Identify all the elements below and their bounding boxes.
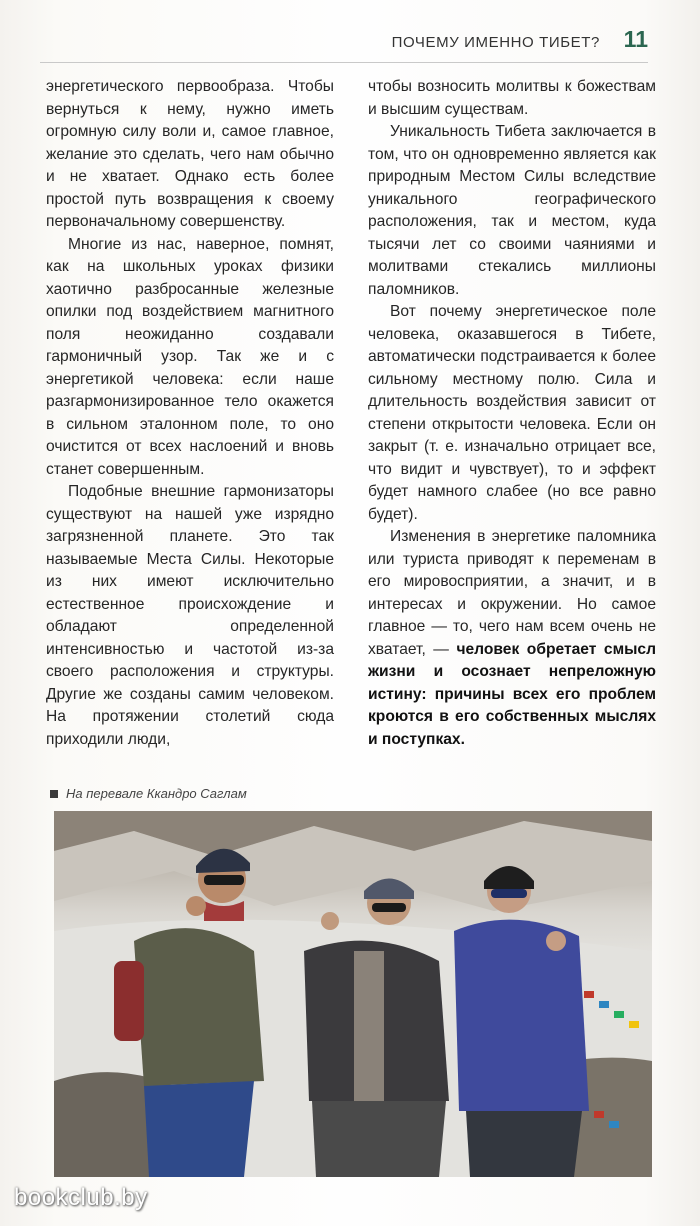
photo-illustration <box>54 811 652 1177</box>
paragraph-continuation: энергетического первообраза. Чтобы вернуться к нему, нужно иметь огромную силу воли и, самое главное, желание это сделать, чего нам обычно и не хватает. Однако есть более простой путь возвращения к своему первоначальному совершенству. <box>46 78 334 230</box>
paragraph: Уникальность Тибета заключается в том, что он одновременно является как природным Местом Силы вследствие уникального географического расположения, так и местом, куда тысячи лет со своими чаяниями и молитвами стекались миллионы паломников. <box>368 123 656 298</box>
text-column-left <box>46 76 334 751</box>
paragraph-text: Изменения в энергетике паломника или туриста приводят к переменам в его мировосприятии, а значит, и в интересах и окружении. Но самое главное — то, чего нам всем очень не хватает, — <box>368 528 656 658</box>
caption-text: На перевале Ккандро Саглам <box>66 786 247 801</box>
bold-statement: человек обретает смысл жизни и осознает непреложную истину: причины всех его проблем кроются в его собственных мыслях и поступках. <box>368 640 656 748</box>
paragraph: Подобные внешние гармонизаторы существуют на нашей уже изрядно загрязненной планете. Это так называемые Места Силы. Некоторые из них имеют исключительно естественное происхождение и обладают определенной интенсивностью и частотой из-за своего расположения и структуры. Другие же созданы самим человеком. На протяжении столетий сюда приходили люди, <box>46 483 334 748</box>
paragraph: Многие из нас, наверное, помнят, как на школьных уроках физики хаотично разбросанные железные опилки под воздействием магнитного поля неожиданно создавали гармоничный узор. Так же и с энергетикой человека: если наше разгармонизированное тело окажется в сильном эталонном поле, то оно очистится от всех наслоений и вновь станет совершенным. <box>46 235 334 478</box>
paragraph-emphasis <box>368 526 656 751</box>
paragraph-continuation: чтобы возносить молитвы к божествам и высшим существам. <box>368 78 656 118</box>
watermark: bookclub.by <box>14 1184 148 1211</box>
running-header <box>40 22 648 63</box>
photo-three-travelers-mountain-pass <box>54 811 652 1177</box>
paragraph: Вот почему энергетическое поле человека, оказавшегося в Тибете, автоматически подстраивается к более сильному местному полю. Сила и длительность воздействия зависит от степени открытости человека. Если он закрыт (т. е. изначально отрицает все, что видит и чувствует), то и эффект будет намного слабее (но все равно будет). <box>368 303 656 523</box>
page-number: 11 <box>623 26 648 52</box>
photo-caption <box>50 786 247 801</box>
text-column-right <box>368 76 656 751</box>
chapter-title: ПОЧЕМУ ИМЕННО ТИБЕТ? <box>391 34 600 51</box>
caption-square-icon <box>50 790 58 798</box>
